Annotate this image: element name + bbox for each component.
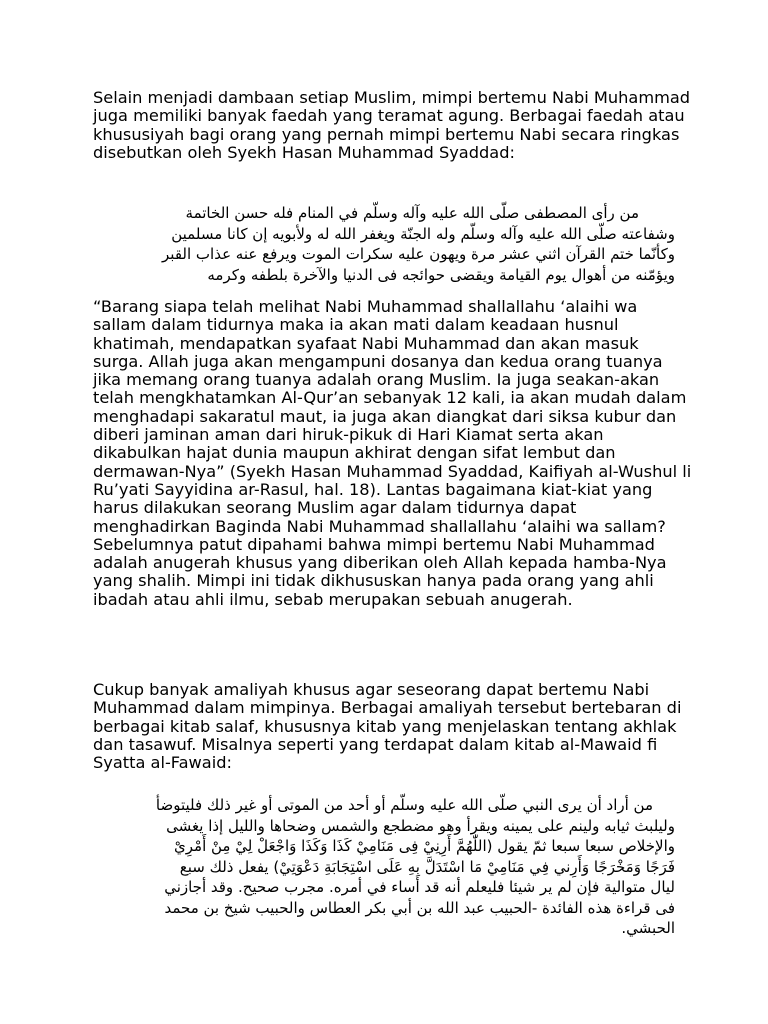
arabic-quote-1 xyxy=(75,203,675,285)
arabic-quote-1-line: من رأى المصطفى صلّى الله عليه وآله وسلّم في المنام فله حسن الخاتمة xyxy=(185,204,639,222)
arabic-quote-2-line: ليال متوالية فإن لم ير شيئا فليعلم أنه قد أساء في أمره. مجرب صحيح. وقد أجازني xyxy=(164,878,675,896)
arabic-quote-1-line: وشفاعته صلّى الله عليه وآله وسلّم وله الجنّة ويغفر الله له ولأبويه إن كانا مسلمين xyxy=(171,224,675,243)
arabic-quote-2-line: وليلبث ثيابه ولينم على يمينه ويقرأ وهو مضطجع والشمس وضحاها والليل إذا يغشى xyxy=(166,816,675,835)
arabic-quote-2-line: فَرَجًا وَمَخْرَجًا وَأَرِني فِي مَنَامِيْ مَا اسْتَدَلَّ بِهِ عَلَى اسْتِجَابَةِ دَعْوَتِيْ) يفعل ذلك سبع xyxy=(179,857,675,876)
arabic-quote-2-line: والإخلاص سبعا سبعا ثمّ يقول (اللّٰهُمَّ أَرِنِيْ فِى مَنَامِيْ كَذَا وَكَذَا وَاجْعَلْ لِيْ مِنْ أَمْرِيْ xyxy=(174,837,675,855)
intro-paragraph: Selain menjadi dambaan setiap Muslim, mimpi bertemu Nabi Muhammad juga memiliki banyak faedah yang teramat agung. Berbagai faedah atau khususiyah bagi orang yang pernah mimpi bertemu Nabi secara ringkas disebutkan oleh Syekh Hasan Muhammad Syaddad: xyxy=(93,88,691,162)
arabic-quote-2-line: من أراد أن يرى النبي صلّى الله عليه وسلّم أو أحد من الموتى أو غير ذلك فليتوضأ xyxy=(155,796,653,814)
arabic-quote-2-line: الحبشي. xyxy=(621,919,675,937)
amaliyah-paragraph: Cukup banyak amaliyah khusus agar seseorang dapat bertemu Nabi Muhammad dalam mimpinya. Berbagai amaliyah tersebut bertebaran di berbagai kitab salaf, khususnya kitab yang menjelaskan tentang akhlak dan tasawuf. Misalnya seperti yang terdapat dalam kitab al-Mawaid fi Syatta al-Fawaid: xyxy=(93,680,682,773)
translation-paragraph: “Barang siapa telah melihat Nabi Muhammad shallallahu ‘alaihi wa sallam dalam tidurnya maka ia akan mati dalam keadaan husnul khatimah, mendapatkan syafaat Nabi Muhammad dan akan masuk surga. Allah juga akan mengampuni dosanya dan kedua orang tuanya jika memang orang tuanya adalah orang Muslim. Ia juga seakan-akan telah mengkhatamkan Al-Qur’an sebanyak 12 kali, ia akan mudah dalam menghadapi sakaratul maut, ia juga akan diangkat dari siksa kubur dan diberi jaminan aman dari hiruk-pikuk di Hari Kiamat serta akan dikabulkan hajat dunia maupun akhirat dengan sifat lembut dan dermawan-Nya” (Syekh Hasan Muhammad Syaddad, Kaifiyah al-Wushul li Ru’yati Sayyidina ar-Rasul, hal. 18). Lantas bagaimana kiat-kiat yang harus dilakukan seorang Muslim agar dalam tidurnya dapat menghadirkan Baginda Nabi Muhammad shallallahu ‘alaihi wa sallam? Sebelumnya patut dipahami bahwa mimpi bertemu Nabi Muhammad adalah anugerah khusus yang diberikan oleh Allah kepada hamba-Nya yang shalih. Mimpi ini tidak dikhususkan hanya pada orang yang ahli ibadah atau ahli ilmu, sebab merupakan sebuah anugerah. xyxy=(93,297,692,609)
arabic-quote-2-line: فى قراءة هذه الفائدة -الحبيب عبد الله بن أبي بكر العطاس والحبيب شيخ بن محمد xyxy=(164,898,675,917)
arabic-quote-1-line: ويؤمّنه من أهوال يوم القيامة ويقضى حوائجه فى الدنيا والآخرة بلطفه وكرمه xyxy=(207,265,675,284)
arabic-quote-2 xyxy=(75,795,675,939)
arabic-quote-1-line: وكأنّما ختم القرآن اثني عشر مرة ويهون عليه سكرات الموت ويرفع عنه عذاب القبر xyxy=(162,245,675,263)
